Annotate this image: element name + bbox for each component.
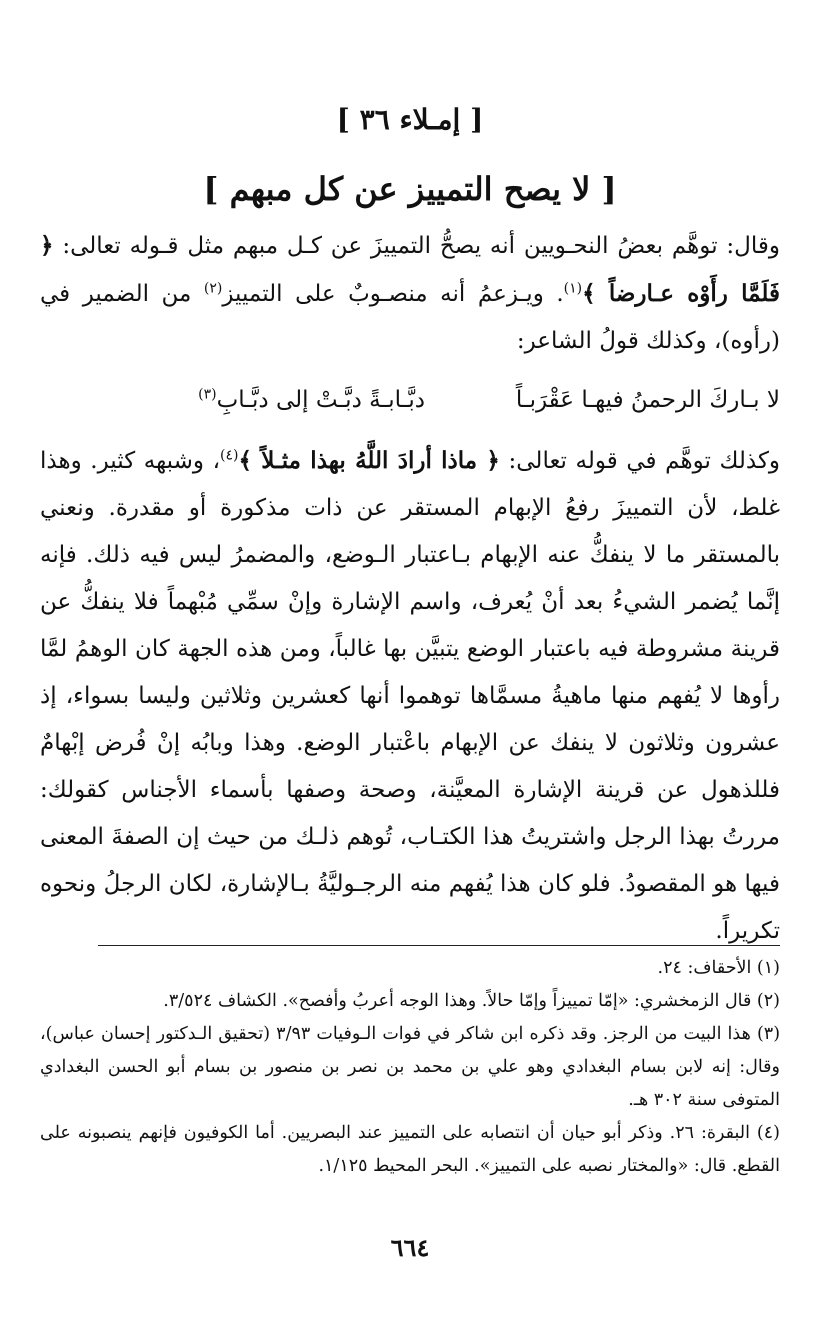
page-number: ٦٦٤ — [390, 1233, 430, 1262]
quran-quote-1: ﴿ فَلَمَّا رأَوْه عـارضاً ﴾ — [40, 232, 780, 307]
paragraph-2-text-a: وكذلك توهَّم في قوله تعالى: — [499, 448, 780, 474]
paragraph-2 — [40, 437, 780, 955]
footnote-3: (٣) هذا البيت من الرجز. وقد ذكره ابن شاكر في فوات الـوفيات ٣/٩٣ (تحقيق الـدكتور إحسان عباس)، وقال: إنه لابن بسام البغدادي وهو علي بن محمد بن نصر بن منصور بن بسام أبو الحسن البغدادي المتوفى سنة ٣٠٢ هـ. — [40, 1024, 781, 1110]
footnote-2: (٢) قال الزمخشري: «إمّا تمييزاً وإمّا حالاً. وهذا الوجه أعربُ وأفصح». الكشاف ٣/٥٢٤. — [163, 991, 780, 1011]
footnote-1: (١) الأحقاف: ٢٤. — [657, 958, 780, 978]
footnote-ref-1: (١) — [563, 280, 583, 297]
paragraph-2-text-b: ، وشبهه كثير. وهذا غلط، لأن التمييزَ رفعُ الإبهام المستقر عن ذات مذكورة أو مقدرة. ونعني بالمستقر ما لا ينفكُّ عنه الإبهام بـاعتبار الـوضع، والمضمرُ ليس فيه ذلك. فإنه إنَّما يُضمر الشيءُ بعد أنْ يُعرف، واسم الإشارة وإنْ سمِّي مُبْهماً فلا ينفكُّ عن قرينة مشروطة فيه باعتبار الوضع يتبيَّن بها غالباً، ومن هذه الجهة كان الوهمُ لمَّا رأوها لا يُفهم منها ماهيةُ مسمَّاها توهموا أنها كعشرين وثلاثين وليسا بسواء، إذ عشرون وثلاثون لا ينفك عن الإبهام باعْتبار الوضع. وهذا وبابُه إنْ فُرض إبْهامٌ فللذهول عن قرينة الإشارة المعيَّنة، وصحة وصفها بأسماء الأجناس كقولك: مررتُ بهذا الرجل واشتريتُ هذا الكتـاب، تُوهم ذلـك من حيث إن الصفةَ المعنى فيها هو المقصودُ. فلو كان هذا يُفهم منه الرجـوليَّةُ بـالإشارة، لكان الرجلُ ونحوه تكريراً. — [40, 448, 780, 944]
poem-hemistich-2 — [198, 377, 425, 424]
footnote-4: (٤) البقرة: ٢٦. وذكر أبو حيان أن انتصابه على التمييز عند البصريين. أما الكوفيون فإنهم ينصبونه على القطع. قال: «والمختار نصبه على التمييز». البحر المحيط ١/١٢٥. — [40, 1123, 780, 1176]
imla-heading: [ إمـلاء ٣٦ ] — [336, 103, 484, 136]
poem-verse — [40, 369, 780, 431]
paragraph-1-text-c: من الضمير في (رأوه)، وكذلك قولُ الشاعر: — [40, 281, 780, 354]
footnote-ref-4: (٤) — [220, 447, 239, 464]
footnote-ref-3: (٣) — [198, 386, 217, 403]
poem-hemistich-1: لا بـاركَ الرحمنُ فيهـا عَقْرَبـاً — [515, 387, 780, 413]
poem-hemistich-2-text: دبَّـابـةً دبَّـتْ إلى دبَّـابِ — [216, 387, 425, 413]
footnotes — [40, 952, 780, 1183]
section-title: [ لا يصح التمييز عن كل مبهم ] — [203, 170, 617, 208]
footnote-divider — [98, 945, 780, 946]
paragraph-1-text-b: . ويـزعمُ أنه منصـوبٌ على التمييز — [222, 281, 564, 307]
paragraph-1-text-a: وقال: توهَّم بعضُ النحـويين أنه يصحُّ التمييزَ عن كـل مبهم مثل قـوله تعالى: — [53, 233, 780, 259]
main-text — [40, 222, 780, 955]
footnote-ref-2: (٢) — [203, 280, 223, 297]
quran-quote-2: ﴿ ماذا أرادَ اللَّهُ بهذا مثـلاً ﴾ — [238, 447, 500, 474]
paragraph-1 — [40, 222, 780, 365]
